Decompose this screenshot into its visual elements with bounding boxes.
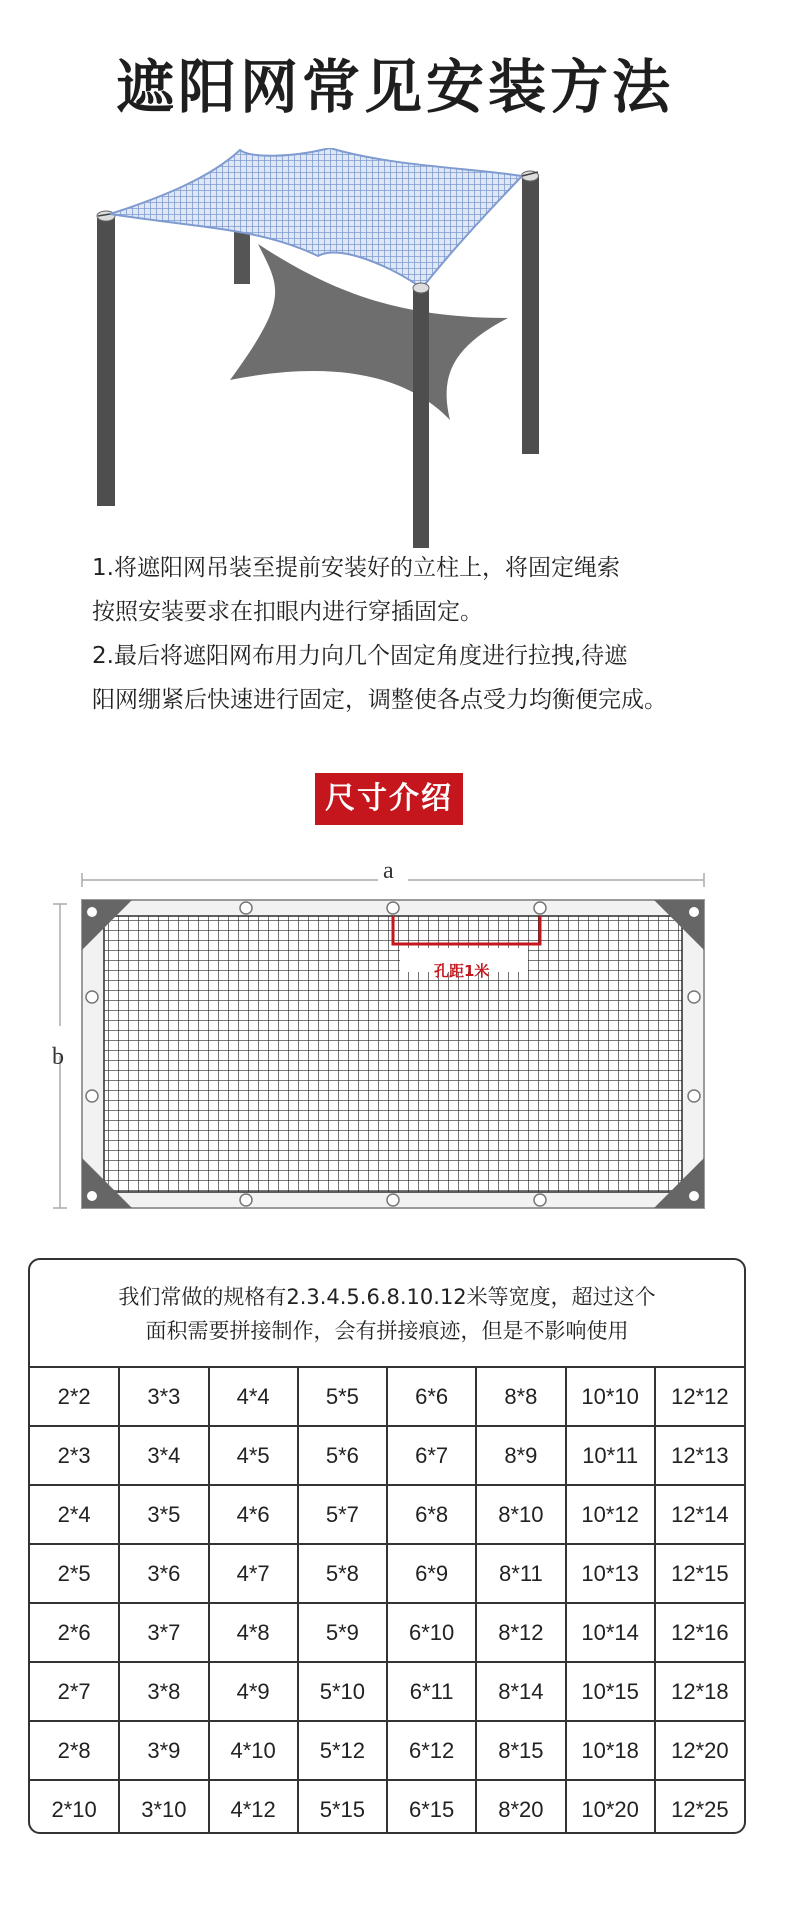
size-row (30, 1544, 744, 1603)
size-cell: 2*6 (30, 1603, 119, 1662)
size-cell: 3*5 (119, 1485, 208, 1544)
installation-illustration (90, 148, 670, 548)
spec-note-line: 面积需要拼接制作，会有拼接痕迹，但是不影响使用 (145, 1319, 629, 1343)
size-row (30, 1603, 744, 1662)
size-cell: 4*12 (209, 1780, 298, 1834)
size-cell: 3*8 (119, 1662, 208, 1721)
size-row (30, 1485, 744, 1544)
size-cell: 8*11 (476, 1544, 565, 1603)
size-cell: 10*14 (566, 1603, 655, 1662)
size-cell: 5*8 (298, 1544, 387, 1603)
size-cell: 6*15 (387, 1780, 476, 1834)
post-back-right (522, 176, 539, 454)
post-front-right (413, 288, 429, 548)
size-cell: 2*10 (30, 1780, 119, 1834)
size-cell: 3*3 (119, 1368, 208, 1426)
size-cell: 10*20 (566, 1780, 655, 1834)
size-cell: 8*10 (476, 1485, 565, 1544)
size-grid (30, 1368, 744, 1834)
step-line: 1.将遮阳网吊装至提前安装好的立柱上，将固定绳索 (92, 555, 620, 581)
size-cell: 10*18 (566, 1721, 655, 1780)
size-cell: 4*8 (209, 1603, 298, 1662)
size-cell: 5*6 (298, 1426, 387, 1485)
size-cell: 4*5 (209, 1426, 298, 1485)
size-cell: 3*4 (119, 1426, 208, 1485)
section-badge: 尺寸介绍 (315, 773, 463, 825)
size-cell: 3*6 (119, 1544, 208, 1603)
shade-shadow (230, 244, 508, 420)
size-cell: 8*8 (476, 1368, 565, 1426)
size-cell: 5*5 (298, 1368, 387, 1426)
height-label: b (52, 1044, 64, 1070)
size-cell: 12*20 (655, 1721, 744, 1780)
size-cell: 12*25 (655, 1780, 744, 1834)
size-cell: 2*2 (30, 1368, 119, 1426)
step-line: 阳网绷紧后快速进行固定，调整使各点受力均衡便完成。 (92, 687, 667, 713)
size-cell: 10*12 (566, 1485, 655, 1544)
size-cell: 4*9 (209, 1662, 298, 1721)
size-cell: 8*20 (476, 1780, 565, 1834)
size-cell: 6*12 (387, 1721, 476, 1780)
size-cell: 3*10 (119, 1780, 208, 1834)
size-cell: 8*15 (476, 1721, 565, 1780)
size-cell: 12*16 (655, 1603, 744, 1662)
size-cell: 2*3 (30, 1426, 119, 1485)
hole-spacing-label: 孔距1米 (434, 962, 490, 980)
size-cell: 4*6 (209, 1485, 298, 1544)
size-row (30, 1780, 744, 1834)
size-cell: 5*15 (298, 1780, 387, 1834)
size-cell: 6*10 (387, 1603, 476, 1662)
size-cell: 5*9 (298, 1603, 387, 1662)
size-cell: 8*12 (476, 1603, 565, 1662)
size-spec-table (28, 1258, 746, 1834)
size-cell: 10*11 (566, 1426, 655, 1485)
size-cell: 4*7 (209, 1544, 298, 1603)
post-front-left (97, 216, 115, 506)
spec-note (30, 1260, 744, 1368)
size-cell: 3*7 (119, 1603, 208, 1662)
size-cell: 4*4 (209, 1368, 298, 1426)
size-cell: 12*18 (655, 1662, 744, 1721)
size-cell: 6*8 (387, 1485, 476, 1544)
size-cell: 2*8 (30, 1721, 119, 1780)
size-row (30, 1426, 744, 1485)
size-cell: 2*7 (30, 1662, 119, 1721)
size-cell: 2*5 (30, 1544, 119, 1603)
size-cell: 5*12 (298, 1721, 387, 1780)
size-row (30, 1368, 744, 1426)
size-cell: 8*9 (476, 1426, 565, 1485)
size-cell: 10*10 (566, 1368, 655, 1426)
size-cell: 10*15 (566, 1662, 655, 1721)
size-cell: 6*11 (387, 1662, 476, 1721)
shade-net (110, 148, 522, 288)
net-grid (104, 916, 682, 1192)
size-cell: 5*10 (298, 1662, 387, 1721)
size-cell: 10*13 (566, 1544, 655, 1603)
size-cell: 12*13 (655, 1426, 744, 1485)
size-cell: 2*4 (30, 1485, 119, 1544)
step-line: 按照安装要求在扣眼内进行穿插固定。 (92, 599, 483, 625)
size-cell: 12*14 (655, 1485, 744, 1544)
dimension-diagram (48, 860, 728, 1220)
size-cell: 6*6 (387, 1368, 476, 1426)
spec-note-line: 我们常做的规格有2.3.4.5.6.8.10.12米等宽度，超过这个 (118, 1285, 656, 1309)
size-cell: 4*10 (209, 1721, 298, 1780)
size-cell: 8*14 (476, 1662, 565, 1721)
step-line: 2.最后将遮阳网布用力向几个固定角度进行拉拽,待遮 (92, 643, 628, 669)
size-cell: 5*7 (298, 1485, 387, 1544)
size-row (30, 1721, 744, 1780)
size-cell: 6*7 (387, 1426, 476, 1485)
size-cell: 3*9 (119, 1721, 208, 1780)
page-title: 遮阳网常见安装方法 (115, 53, 674, 121)
size-cell: 12*15 (655, 1544, 744, 1603)
size-cell: 6*9 (387, 1544, 476, 1603)
width-label: a (383, 858, 394, 884)
size-row (30, 1662, 744, 1721)
size-cell: 12*12 (655, 1368, 744, 1426)
installation-steps (92, 546, 752, 722)
